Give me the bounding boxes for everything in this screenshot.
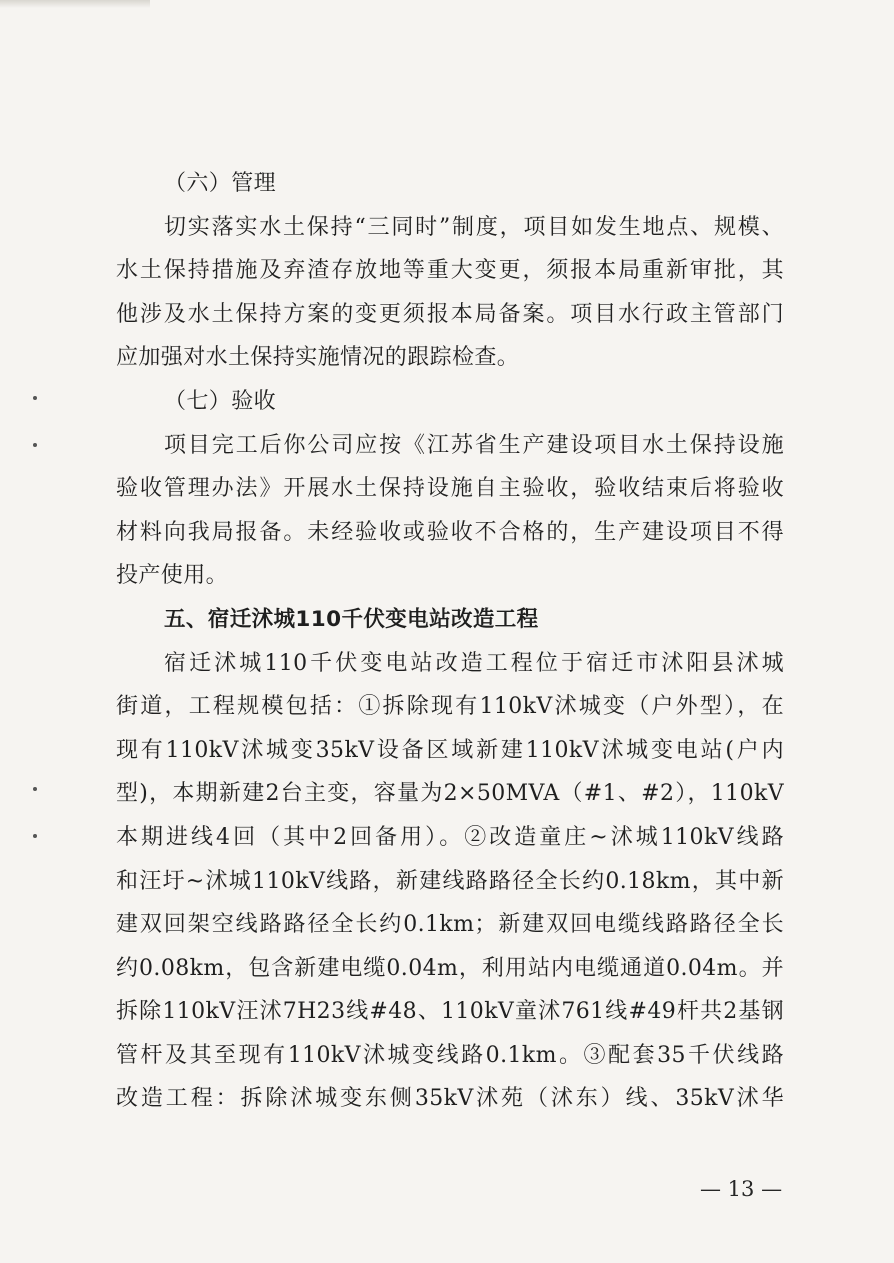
- subheading-management: （六）管理: [164, 171, 277, 196]
- subheading-acceptance: （七）验收: [164, 388, 277, 414]
- body-line: 本期进线4回（其中2回备用）。②改造童庄~沭城110kV线路: [116, 824, 784, 850]
- body-line: 型)，本期新建2台主变，容量为2×50MVA（#1、#2），110kV: [116, 781, 784, 807]
- body-line: 投产使用。: [116, 563, 229, 589]
- body-line: 拆除110kV汪沭7H23线#48、110kV童沭761线#49杆共2基钢: [116, 999, 784, 1025]
- body-line: 项目完工后你公司应按《江苏省生产建设项目水土保持设施: [164, 432, 784, 458]
- body-line: 验收管理办法》开展水土保持设施自主验收，验收结束后将验收: [116, 476, 784, 502]
- body-line: 宿迁沭城110千伏变电站改造工程位于宿迁市沭阳县沭城: [164, 650, 784, 676]
- scan-speck: [33, 834, 37, 838]
- body-line: 水土保持措施及弃渣存放地等重大变更，须报本局重新审批，其: [116, 258, 784, 284]
- body-line: 现有110kV沭城变35kV设备区域新建110kV沭城变电站(户内: [116, 737, 784, 763]
- body-line: 他涉及水土保持方案的变更须报本局备案。项目水行政主管部门: [116, 301, 784, 327]
- scan-speck: [33, 443, 37, 447]
- body-line: 切实落实水土保持“三同时”制度，项目如发生地点、规模、: [164, 214, 784, 240]
- body-line: 约0.08km，包含新建电缆0.04m，利用站内电缆通道0.04m。并: [116, 955, 784, 981]
- body-line: 应加强对水土保持实施情况的跟踪检查。: [116, 345, 520, 371]
- scan-speck: [33, 787, 37, 791]
- body-line: 建双回架空线路路径全长约0.1km；新建双回电缆线路路径全长: [116, 912, 784, 938]
- body-line: 改造工程：拆除沭城变东侧35kV沭苑（沭东）线、35kV沭华: [116, 1086, 784, 1112]
- scan-edge-mark: [0, 0, 150, 8]
- body-line: 材料向我局报备。未经验收或验收不合格的，生产建设项目不得: [116, 519, 784, 545]
- scan-speck: [33, 396, 37, 400]
- page-number: — 13 —: [700, 1177, 783, 1201]
- section-heading: 五、宿迁沭城110千伏变电站改造工程: [164, 606, 539, 632]
- body-line: 和汪圩~沭城110kV线路，新建线路路径全长约0.18km，其中新: [116, 868, 784, 894]
- body-line: 管杆及其至现有110kV沭城变线路0.1km。③配套35千伏线路: [116, 1042, 784, 1068]
- document-body: [116, 162, 784, 1121]
- body-line: 街道，工程规模包括：①拆除现有110kV沭城变（户外型），在: [116, 694, 784, 720]
